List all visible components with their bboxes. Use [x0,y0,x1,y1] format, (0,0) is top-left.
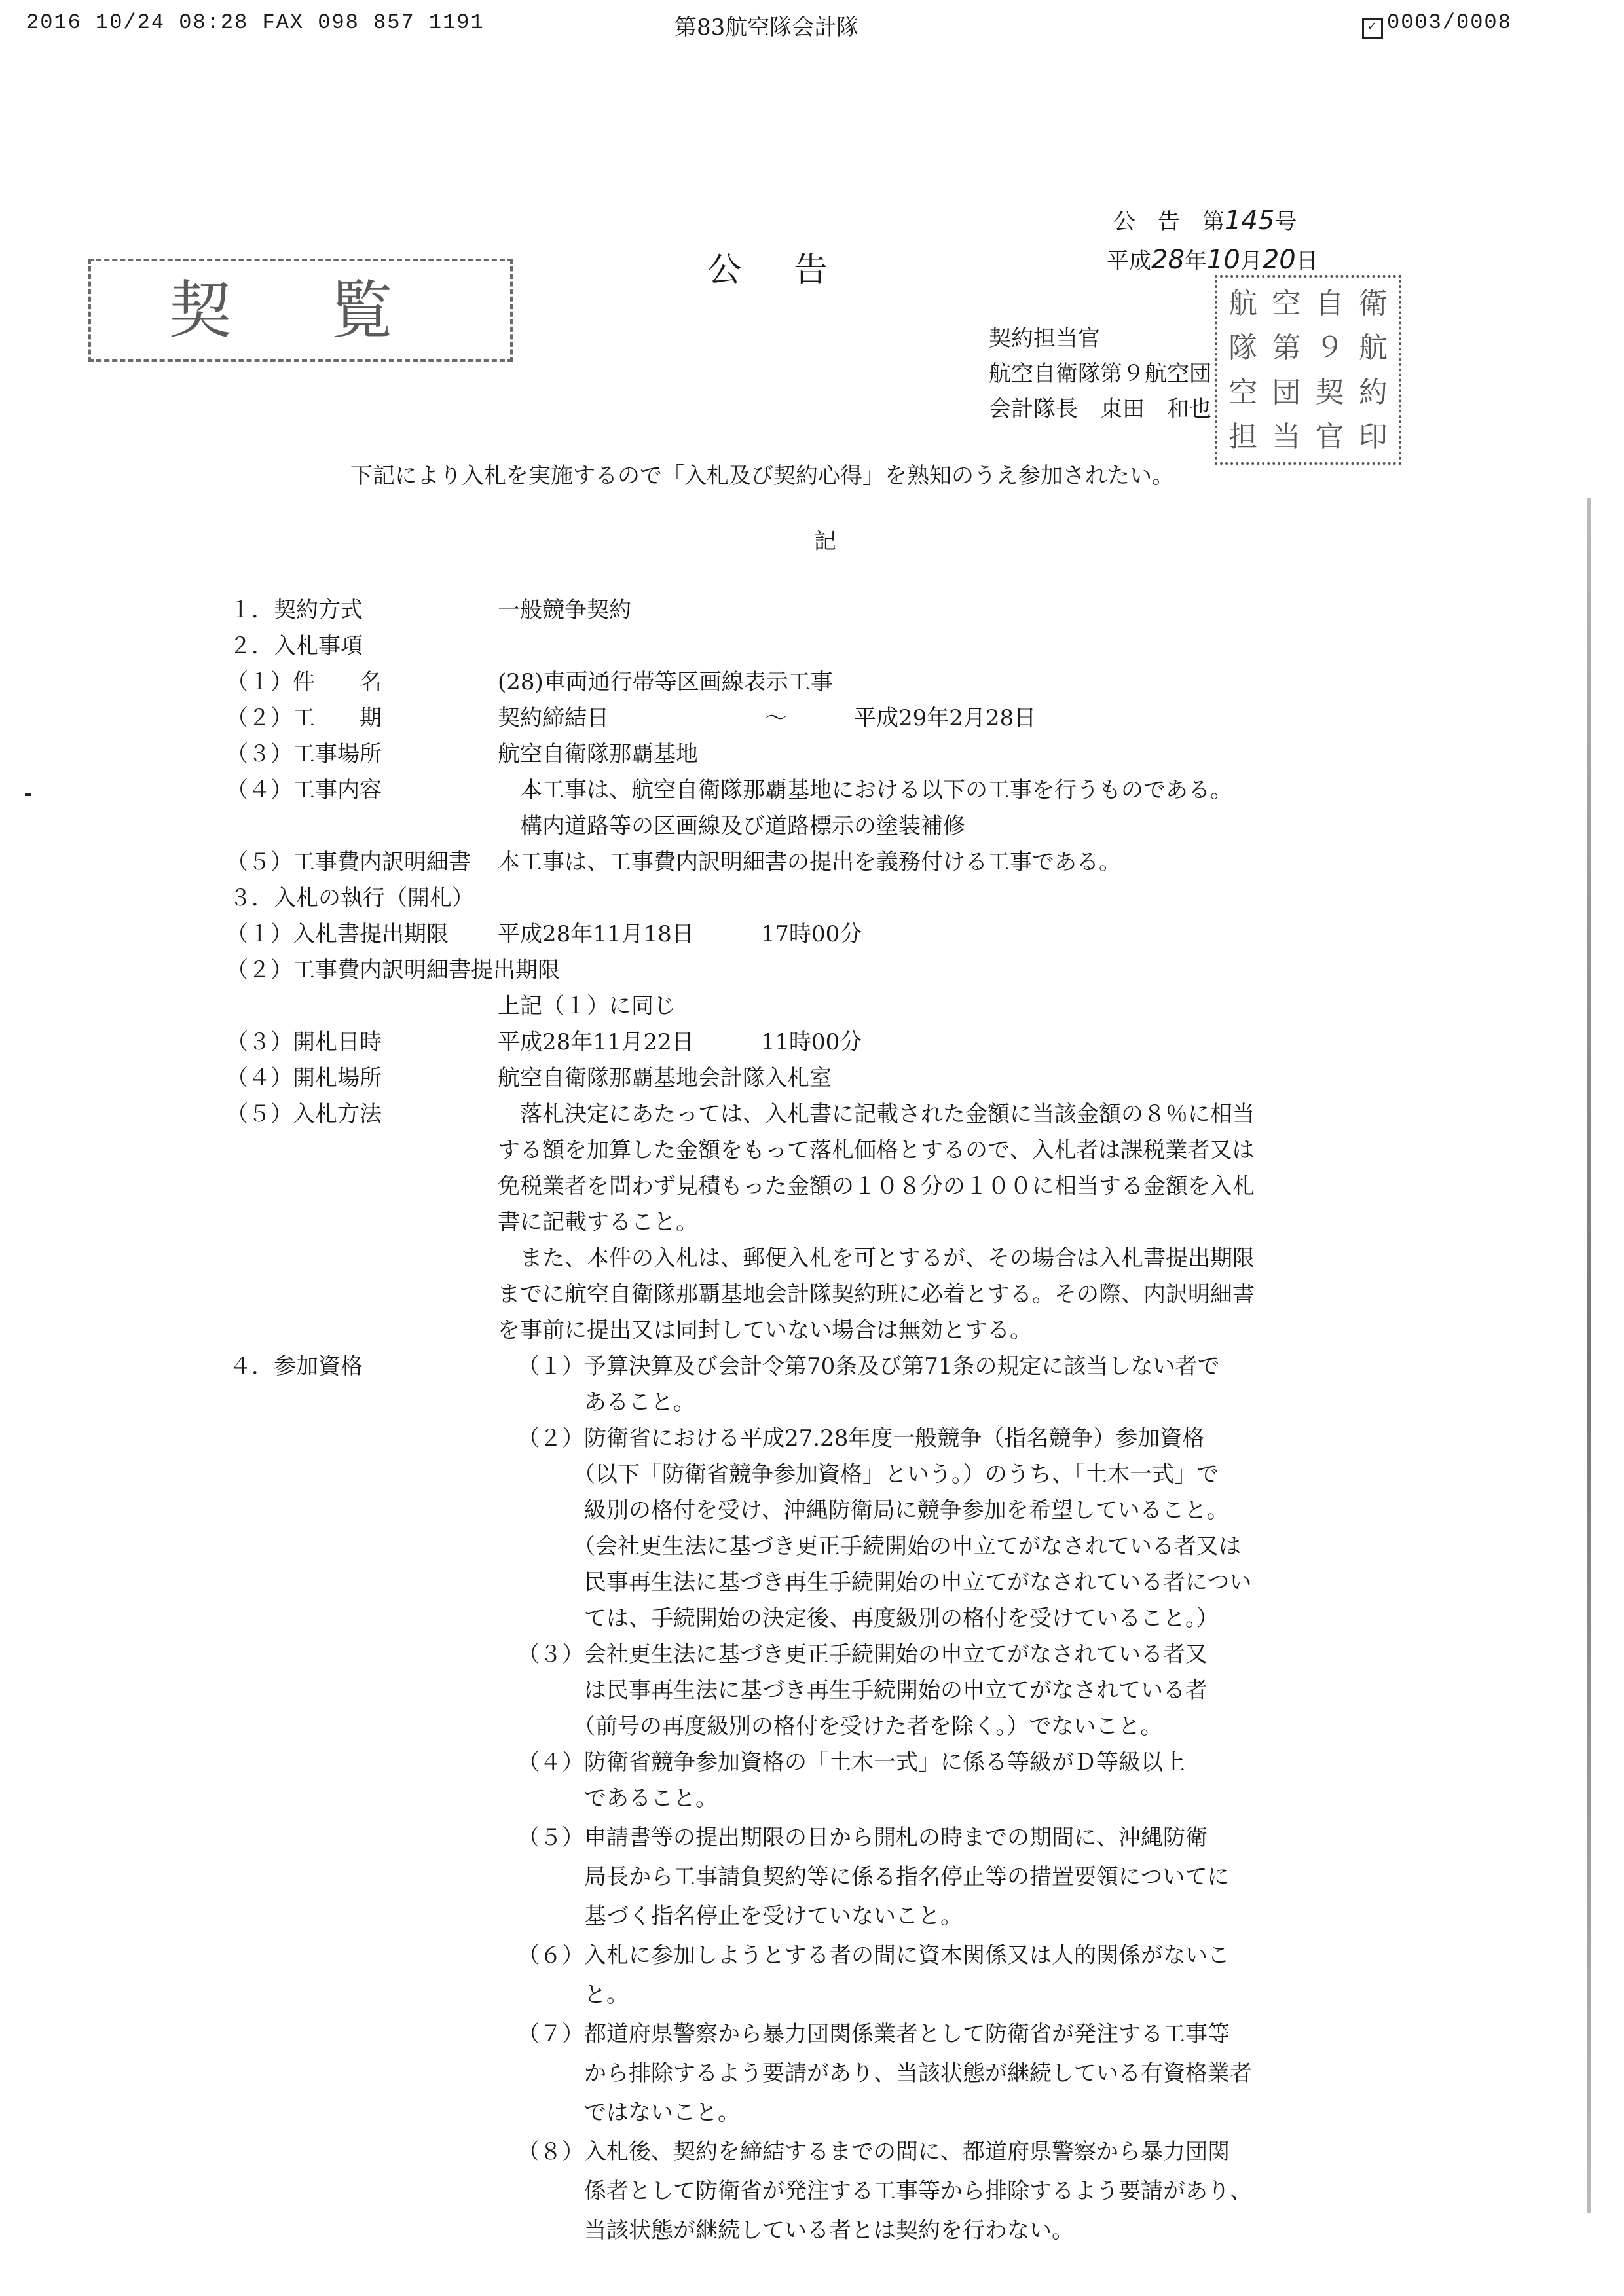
item-value: （１）予算決算及び会計令第70条及び第71条の規定に該当しない者で [517,1353,1220,1379]
seal-char: 印 [1358,420,1388,454]
checkbox-icon: ✓ [1362,18,1383,39]
seal-char: 衛 [1358,287,1388,320]
item-value: 書に記載すること。 [498,1209,698,1235]
seal-char: 自 [1315,287,1344,320]
item-label: ４．参加資格 [229,1353,363,1379]
item-value: から排除するよう要請があり、当該状態が継続している有資格業者 [517,2060,1252,2086]
date-prefix: 平成 [1107,248,1151,274]
intro-text: 下記により入札を実施するので「入札及び契約心得」を熟知のうえ参加されたい。 [350,463,1174,489]
item-value: （３）会社更生法に基づき更正手続開始の申立てがなされている者又 [517,1641,1208,1667]
item-value: 一般競争契約 [498,597,631,623]
scan-edge-line [1587,498,1591,2213]
item-label: （４）工事内容 [226,777,382,803]
item-label: （５）入札方法 [226,1101,382,1127]
seal-char: 担 [1228,420,1258,454]
seal-char: 官 [1315,420,1344,454]
seal-char: ９ [1315,331,1344,365]
seal-char: 空 [1272,287,1301,320]
seal-char: 航 [1358,331,1388,365]
notice-number-hand: 145 [1225,206,1275,236]
item-value: （６）入札に参加しようとする者の間に資本関係又は人的関係がないこ [517,1942,1230,1969]
item-label: （１）入札書提出期限 [226,921,449,947]
seal-char: 隊 [1228,331,1258,365]
item-value: までに航空自衛隊那覇基地会計隊契約班に必着とする。その際、内訳明細書 [498,1281,1255,1307]
fax-sender: 第83航空隊会計隊 [674,14,859,41]
item-value: 基づく指名停止を受けていないこと。 [517,1903,963,1929]
issuer-title: 契約担当官 [989,325,1100,352]
item-label: （２）工事費内訳明細書提出期限 [226,957,560,983]
item-value: 係者として防衛省が発注する工事等から排除するよう要請があり、 [517,2178,1252,2204]
seal-char: 空 [1228,376,1258,409]
scan-mark [25,793,31,796]
notice-number-prefix: 公 告 第 [1113,209,1225,235]
fax-datetime: 2016 10/24 08:28 FAX 098 857 1191 [26,10,485,35]
item-value: また、本件の入札は、郵便入札を可とするが、その場合は入札書提出期限 [498,1245,1255,1271]
item-value: 級別の格付を受け、沖縄防衛局に競争参加を希望していること。 [517,1497,1229,1523]
item-label: （３）工事場所 [226,741,382,767]
fax-page-counter: 0003/0008 [1387,10,1512,35]
date-mid2: 月 [1240,248,1263,274]
item-label: １．契約方式 [229,597,363,623]
item-value: であること。 [517,1785,718,1812]
fax-page-counter-wrap [1362,10,1512,39]
item-value: 本工事は、工事費内訳明細書の提出を義務付ける工事である。 [498,849,1121,875]
item-value: 落札決定にあたっては、入札書に記載された金額に当該金額の８％に相当 [498,1101,1255,1127]
date-month-hand: 10 [1206,245,1240,275]
item-value: （５）申請書等の提出期限の日から開札の時までの期間に、沖縄防衛 [517,1825,1208,1851]
item-value: （会社更生法に基づき更正手続開始の申立てがなされている者又は [517,1533,1241,1559]
item-value: する額を加算した金額をもって落札価格とするので、入札者は課税業者又は [498,1137,1255,1163]
item-value: （２）防衛省における平成27.28年度一般競争（指名競争）参加資格 [517,1425,1205,1451]
item-value: 免税業者を問わず見積もった金額の１０８分の１００に相当する金額を入札 [498,1173,1255,1199]
issuer-name: 会計隊長 東田 和也 [989,396,1211,422]
item-value: 航空自衛隊那覇基地 [498,741,698,767]
seal-char: 航 [1228,287,1258,320]
item-label: （３）開札日時 [226,1029,382,1055]
item-value: 平成28年11月18日 17時00分 [498,921,862,947]
item-value: ては、手続開始の決定後、再度級別の格付を受けていること。） [517,1605,1219,1631]
item-value: 民事再生法に基づき再生手続開始の申立てがなされている者につい [517,1569,1252,1595]
item-value: を事前に提出又は同封していない場合は無効とする。 [498,1317,1032,1343]
notice-number-suffix: 号 [1274,209,1297,235]
seal-char: 当 [1272,420,1301,454]
date-suffix: 日 [1295,248,1318,274]
item-value: 本工事は、航空自衛隊那覇基地における以下の工事を行うものである。 [498,777,1232,803]
notice-number [1113,203,1297,240]
issuer-unit: 航空自衛隊第９航空団 [989,361,1211,387]
item-value: 上記（１）に同じ [498,993,676,1019]
item-value: 局長から工事請負契約等に係る指名停止等の措置要領についてに [517,1864,1230,1890]
item-value: （４）防衛省競争参加資格の「土木一式」に係る等級がＤ等級以上 [517,1749,1185,1776]
item-label: （４）開札場所 [226,1065,382,1091]
date-year-hand: 28 [1151,245,1185,275]
item-value: (28)車両通行帯等区画線表示工事 [498,669,833,695]
item-value: あること。 [517,1389,695,1415]
notice-title: 公告 [707,251,881,290]
item-value: 構内道路等の区画線及び道路標示の塗装補修 [498,813,965,839]
item-label: ２．入札事項 [229,633,363,659]
item-value: 当該状態が継続している者とは契約を行わない。 [517,2217,1074,2244]
seal-char: 第 [1272,331,1301,365]
item-value: 航空自衛隊那覇基地会計隊入札室 [498,1065,832,1091]
item-value: ではないこと。 [517,2100,740,2126]
seal-char: 約 [1358,376,1388,409]
item-value: （前号の再度級別の格付を受けた者を除く。）でないこと。 [517,1713,1163,1740]
item-value: 平成28年11月22日 11時00分 [498,1029,862,1055]
item-label: （１）件 名 [226,669,382,695]
item-value: は民事再生法に基づき再生手続開始の申立てがなされている者 [517,1677,1208,1704]
official-seal [1215,275,1401,465]
receipt-stamp: 契 覧 [88,259,513,362]
date-day-hand: 20 [1262,245,1296,275]
item-value: （以下「防衛省競争参加資格」という。）のうち、「土木一式」で [517,1461,1219,1487]
seal-char: 団 [1272,376,1301,409]
seal-char: 契 [1315,376,1344,409]
item-value: 契約締結日 ～ 平成29年2月28日 [498,705,1037,731]
notice-date [1107,242,1318,279]
ki-heading: 記 [814,528,836,555]
item-value: （７）都道府県警察から暴力団関係業者として防衛省が発注する工事等 [517,2021,1230,2047]
item-value: （８）入札後、契約を締結するまでの間に、都道府県警察から暴力団関 [517,2139,1230,2165]
date-mid1: 年 [1184,248,1207,274]
item-label: （５）工事費内訳明細書 [226,849,471,875]
issuer-block [989,321,1211,427]
item-label: ３．入札の執行（開札） [229,885,474,911]
item-value: と。 [517,1982,629,2008]
item-label: （２）工 期 [226,705,382,731]
